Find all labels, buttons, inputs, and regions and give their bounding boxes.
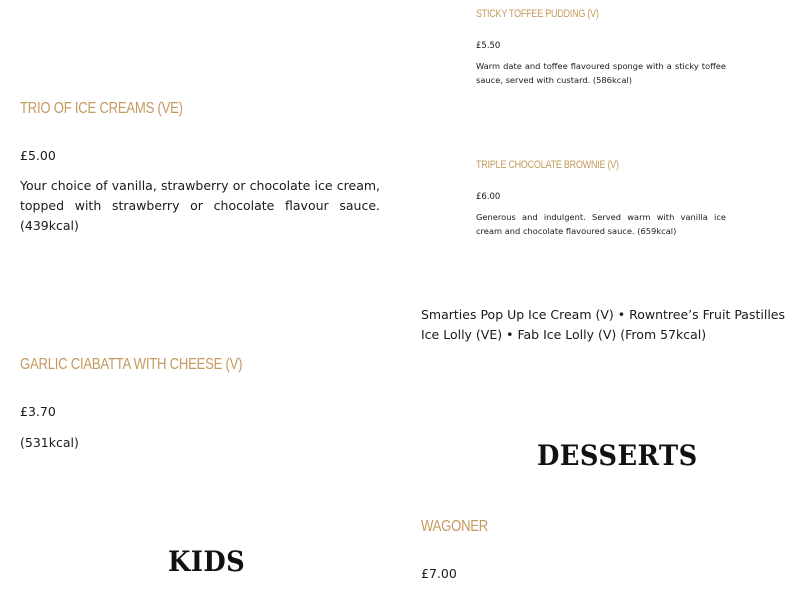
item-price: £3.70 [20, 404, 56, 419]
item-title: WAGONER [421, 518, 489, 535]
item-price: £5.00 [20, 148, 56, 163]
item-title: TRIPLE CHOCOLATE BROWNIE (V) [476, 159, 619, 171]
section-title-kids: KIDS [168, 545, 246, 578]
item-title: STICKY TOFFEE PUDDING (V) [476, 8, 599, 20]
item-description: (531kcal) [20, 435, 79, 450]
item-description: Warm date and toffee flavoured sponge with a sticky toffee sauce, served with custard. (586kcal) [476, 61, 726, 85]
item-price: £6.00 [476, 192, 501, 202]
item-description: Your choice of vanilla, strawberry or chocolate ice cream, topped with strawberry or chocolate flavour sauce. (439kcal) [20, 178, 380, 233]
menu-item-ice-lollies [421, 305, 785, 345]
section-title-desserts: DESSERTS [537, 439, 698, 472]
item-price: £7.00 [421, 566, 457, 581]
item-price: £5.50 [476, 41, 501, 51]
item-title: TRIO OF ICE CREAMS (VE) [20, 100, 183, 117]
item-title: GARLIC CIABATTA WITH CHEESE (V) [20, 356, 243, 373]
item-description: Smarties Pop Up Ice Cream (V) • Rowntree’s Fruit Pastilles Ice Lolly (VE) • Fab Ice Lolly (V) (From 57kcal) [421, 307, 785, 342]
item-description: Generous and indulgent. Served warm with vanilla ice cream and chocolate flavoured sauce. (659kcal) [476, 212, 726, 236]
